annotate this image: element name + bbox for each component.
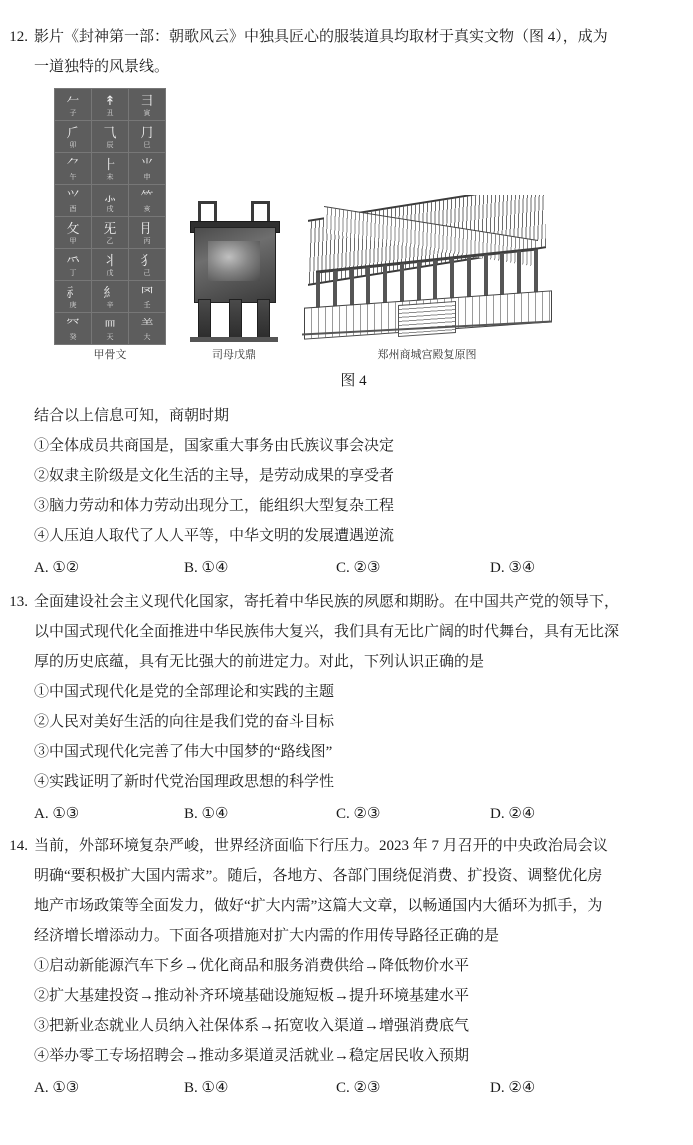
- question-14: [0, 831, 693, 1103]
- question-14-stem-line-2: 明确“要积极扩大国内需求”。随后，各地方、各部门围绕促消费、扩投资、调整优化房: [34, 868, 603, 884]
- oracle-glyph: ⺌: [140, 157, 154, 173]
- oracle-label: 戌: [106, 204, 114, 213]
- question-13: [0, 587, 693, 829]
- oracle-cell: [55, 313, 92, 345]
- oracle-cell: [129, 249, 166, 281]
- oracle-glyph: ⺆: [140, 125, 154, 141]
- question-12-options: [34, 553, 693, 583]
- oracle-chart-caption: 甲骨文: [93, 349, 127, 361]
- oracle-glyph: ⺄: [103, 125, 117, 141]
- oracle-bone-table: [54, 88, 166, 345]
- question-14-number: 14.: [9, 838, 28, 854]
- question-12-number: 12.: [9, 29, 28, 45]
- oracle-glyph: ⺯: [103, 285, 117, 301]
- question-13-option-d[interactable]: D. ②④: [490, 806, 536, 822]
- question-13-number: 13.: [9, 594, 28, 610]
- question-12-option-a[interactable]: A. ①②: [34, 560, 80, 576]
- palace-caption: 郑州商城宫殿复原图: [377, 349, 477, 361]
- question-14-stem-line-3: 地产市场政策等全面发力，做好“扩大内需”这篇大文章，以畅通国内大循环为抓手，为: [34, 898, 603, 914]
- oracle-glyph: ⺷: [140, 317, 154, 333]
- oracle-label: 壬: [143, 300, 151, 309]
- oracle-cell: [129, 153, 166, 185]
- question-12-statement-4: ④人压迫人取代了人人平等，中华文明的发展遭遇逆流: [34, 528, 395, 544]
- question-12-stem-line-2: 一道独特的风景线。: [34, 59, 170, 75]
- question-12: [0, 22, 693, 583]
- question-14-option-b[interactable]: B. ①④: [184, 1080, 229, 1096]
- oracle-label: 酉: [69, 204, 77, 213]
- oracle-label: 辛: [106, 300, 114, 309]
- oracle-label: 甲: [69, 236, 77, 245]
- question-14-statement-2: ②扩大基建投资→推动补齐环境基础设施短板→提升环境基建水平: [34, 988, 470, 1004]
- ding-leg: [229, 299, 242, 341]
- oracle-glyph: ⺬: [66, 285, 80, 301]
- oracle-cell: [129, 281, 166, 313]
- oracle-label: 大: [143, 332, 151, 341]
- oracle-cell: [55, 153, 92, 185]
- question-13-option-a[interactable]: A. ①③: [34, 806, 80, 822]
- oracle-cell: [92, 249, 129, 281]
- palace-steps: [398, 301, 456, 337]
- ding-base-shadow: [190, 337, 278, 342]
- oracle-label: 丁: [69, 268, 77, 277]
- oracle-label: 丙: [143, 236, 151, 245]
- question-13-statement-4: ④实践证明了新时代党治国理政思想的科学性: [34, 774, 335, 790]
- oracle-glyph: ⺍: [66, 189, 80, 205]
- figure-4-caption: 图 4: [340, 373, 367, 389]
- oracle-glyph: ⺁: [66, 125, 80, 141]
- oracle-glyph: ⺳: [66, 317, 80, 333]
- palace-drawing: [302, 195, 552, 345]
- oracle-cell: [92, 153, 129, 185]
- oracle-glyph: ⺙: [66, 221, 80, 237]
- question-14-statement-3: ③把新业态就业人员纳入社保体系→拓宽收入渠道→增强消费底气: [34, 1018, 470, 1034]
- question-13-stem-line-3: 厚的历史底蕴，具有无比强大的前进定力。对此，下列认识正确的是: [34, 654, 485, 670]
- oracle-label: 申: [143, 172, 151, 181]
- oracle-label: 亥: [143, 204, 151, 213]
- ding-drawing: [182, 193, 286, 345]
- oracle-label: 子: [69, 108, 77, 117]
- oracle-cell: [92, 185, 129, 217]
- oracle-label: 庚: [69, 300, 77, 309]
- oracle-cell: [129, 313, 166, 345]
- oracle-label: 卯: [69, 140, 77, 149]
- oracle-glyph: ⺵: [103, 317, 117, 333]
- oracle-glyph: ⺦: [103, 253, 117, 269]
- oracle-cell: [55, 217, 92, 249]
- oracle-glyph: ⺕: [140, 93, 154, 109]
- bronze-ding-photo: [182, 193, 286, 363]
- ding-leg: [198, 299, 211, 341]
- question-13-options: [34, 799, 693, 829]
- oracle-glyph: ⺨: [140, 253, 154, 269]
- question-14-option-d[interactable]: D. ②④: [490, 1080, 536, 1096]
- question-12-statement-1: ①全体成员共商国是，国家重大事务由氏族议事会决定: [34, 438, 395, 454]
- oracle-cell: [92, 121, 129, 153]
- oracle-cell: [129, 217, 166, 249]
- oracle-cell: [55, 281, 92, 313]
- oracle-label: 未: [106, 172, 114, 181]
- question-12-lead-in: 结合以上信息可知，商朝时期: [34, 408, 230, 424]
- oracle-glyph: ⺤: [66, 253, 80, 269]
- oracle-cell: [129, 89, 166, 121]
- question-12-stem-line-1: 影片《封神第一部：朝歌风云》中独具匠心的服装道具均取材于真实文物（图 4），成为: [34, 29, 608, 45]
- oracle-glyph: ⺊: [103, 157, 117, 173]
- oracle-label: 丑: [106, 108, 114, 117]
- question-14-option-c[interactable]: C. ②③: [336, 1080, 381, 1096]
- ding-caption: 司母戊鼎: [212, 349, 256, 361]
- oracle-label: 癸: [69, 332, 77, 341]
- oracle-label: 天: [106, 332, 114, 341]
- oracle-glyph: ⺗: [103, 189, 117, 205]
- question-14-statement-1: ①启动新能源汽车下乡→优化商品和服务消费供给→降低物价水平: [34, 958, 470, 974]
- question-14-stem-line-1: 当前，外部环境复杂严峻，世界经济面临下行压力。2023 年 7 月召开的中央政治局会议: [34, 838, 608, 854]
- question-13-statement-1: ①中国式现代化是党的全部理论和实践的主题: [34, 684, 335, 700]
- question-13-option-c[interactable]: C. ②③: [336, 806, 381, 822]
- question-14-options: [34, 1073, 693, 1103]
- oracle-label: 巳: [143, 140, 151, 149]
- oracle-glyph: ⺝: [140, 221, 154, 237]
- oracle-label: 乙: [106, 236, 114, 245]
- oracle-cell: [55, 249, 92, 281]
- oracle-cell: [55, 185, 92, 217]
- question-12-option-b[interactable]: B. ①④: [184, 560, 229, 576]
- oracle-cell: [129, 185, 166, 217]
- oracle-glyph: ↟: [104, 93, 116, 109]
- oracle-label: 午: [69, 172, 77, 181]
- oracle-bone-chart: [54, 88, 166, 363]
- oracle-label: 戊: [106, 268, 114, 277]
- oracle-glyph: ⺮: [140, 189, 154, 205]
- oracle-label: 己: [143, 268, 151, 277]
- oracle-glyph: ⺛: [103, 221, 117, 237]
- question-14-option-a[interactable]: A. ①③: [34, 1080, 80, 1096]
- question-12-statement-2: ②奴隶主阶级是文化生活的主导，是劳动成果的享受者: [34, 468, 395, 484]
- oracle-cell: [55, 89, 92, 121]
- question-13-option-b[interactable]: B. ①④: [184, 806, 229, 822]
- question-12-statement-3: ③脑力劳动和体力劳动出现分工，能组织大型复杂工程: [34, 498, 395, 514]
- oracle-glyph: ⺱: [140, 285, 154, 301]
- oracle-glyph: 𠂉: [66, 93, 80, 109]
- question-13-stem-line-2: 以中国式现代化全面推进中华民族伟大复兴，我们具有无比广阔的时代舞台，具有无比深: [34, 624, 620, 640]
- oracle-label: 辰: [106, 140, 114, 149]
- question-12-option-c[interactable]: C. ②③: [336, 560, 381, 576]
- question-13-stem-line-1: 全面建设社会主义现代化国家，寄托着中华民族的夙愿和期盼。在中国共产党的领导下，: [34, 594, 620, 610]
- figure-4: [34, 88, 693, 395]
- oracle-label: 寅: [143, 108, 151, 117]
- oracle-glyph: ⺈: [66, 157, 80, 173]
- oracle-cell: [55, 121, 92, 153]
- question-13-statement-2: ②人民对美好生活的向往是我们党的奋斗目标: [34, 714, 335, 730]
- question-14-statement-4: ④举办零工专场招聘会→推动多渠道灵活就业→稳定居民收入预期: [34, 1048, 470, 1064]
- oracle-cell: [92, 89, 129, 121]
- ding-inner-light: [208, 241, 260, 281]
- oracle-cell: [92, 313, 129, 345]
- ding-leg: [257, 299, 270, 341]
- palace-reconstruction-drawing: [302, 195, 552, 363]
- oracle-cell: [92, 281, 129, 313]
- exam-page: [0, 22, 693, 1145]
- question-13-statement-3: ③中国式现代化完善了伟大中国梦的“路线图”: [34, 744, 333, 760]
- question-12-option-d[interactable]: D. ③④: [490, 560, 536, 576]
- oracle-cell: [129, 121, 166, 153]
- oracle-cell: [92, 217, 129, 249]
- question-14-stem-line-4: 经济增长增添动力。下面各项措施对扩大内需的作用传导路径正确的是: [34, 928, 500, 944]
